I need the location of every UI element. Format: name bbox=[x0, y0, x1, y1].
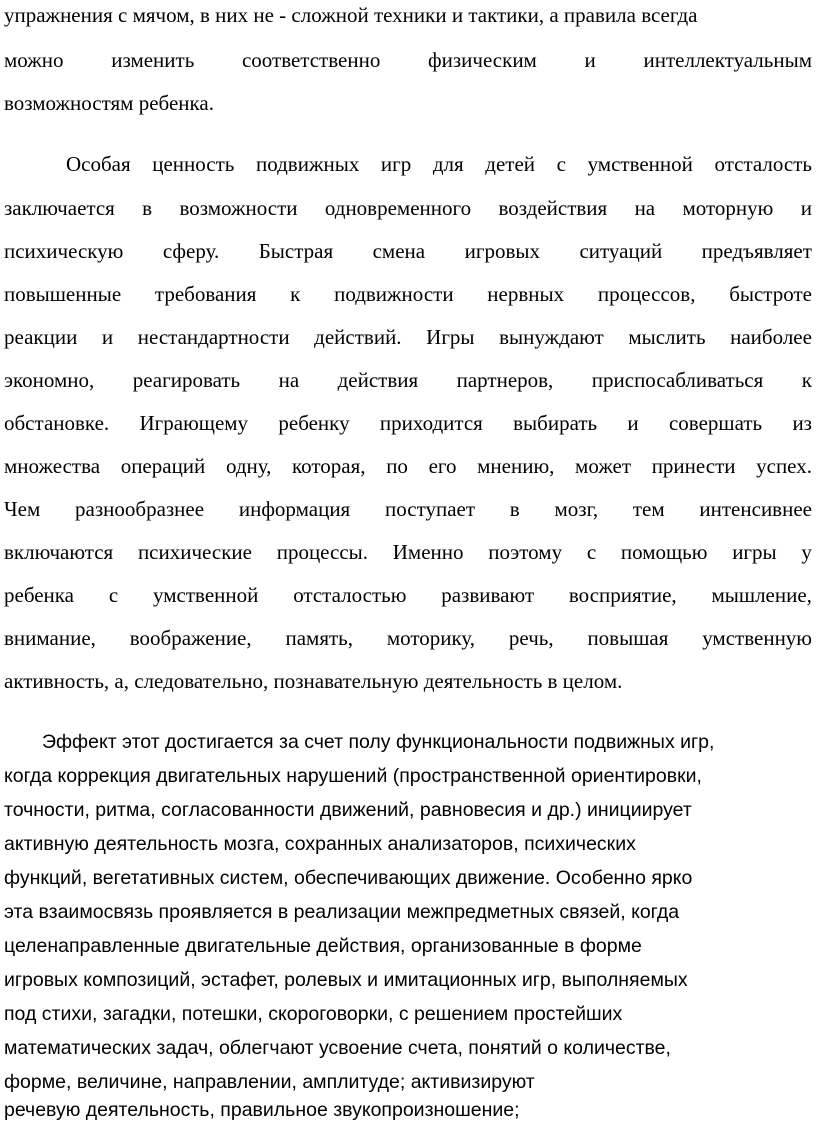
paragraph-1-line-2: можно изменить соответственно физическим и интеллектуальным bbox=[4, 48, 812, 72]
paragraph-3-line-10: математических задач, облегчают усвоение счета, понятий о количестве, bbox=[4, 1037, 671, 1059]
paragraph-3-line-9: под стихи, загадки, потешки, скороговорки, с решением простейших bbox=[4, 1003, 623, 1025]
paragraph-3-line-11: форме, величине, направлении, амплитуде; активизируют bbox=[4, 1071, 535, 1093]
paragraph-2-line-8: множества операций одну, которая, по его мнению, может принести успех. bbox=[4, 454, 812, 478]
paragraph-2-line-11: ребенка с умственной отсталостью развивают восприятие, мышление, bbox=[4, 583, 812, 607]
paragraph-3-line-8: игровых композиций, эстафет, ролевых и имитационных игр, выполняемых bbox=[4, 969, 688, 991]
paragraph-3-line-2: когда коррекция двигательных нарушений (пространственной ориентировки, bbox=[4, 765, 702, 787]
paragraph-2-line-2: заключается в возможности одновременного воздействия на моторную и bbox=[4, 196, 812, 220]
paragraph-2-line-10: включаются психические процессы. Именно поэтому с помощью игры у bbox=[4, 540, 812, 564]
paragraph-3-line-12: речевую деятельность, правильное звукопроизношение; bbox=[4, 1099, 520, 1121]
paragraph-2-line-9: Чем разнообразнее информация поступает в мозг, тем интенсивнее bbox=[4, 497, 812, 521]
paragraph-2-line-3: психическую сферу. Быстрая смена игровых ситуаций предъявляет bbox=[4, 239, 812, 263]
paragraph-2-line-7: обстановке. Играющему ребенку приходится выбирать и совершать из bbox=[4, 411, 812, 435]
paragraph-3-line-5: функций, вегетативных систем, обеспечивающих движение. Особенно ярко bbox=[4, 867, 693, 889]
paragraph-3-line-6: эта взаимосвязь проявляется в реализации межпредметных связей, когда bbox=[4, 901, 680, 923]
paragraph-2-line-5: реакции и нестандартности действий. Игры вынуждают мыслить наиболее bbox=[4, 325, 812, 349]
paragraph-3-line-3: точности, ритма, согласованности движений, равновесия и др.) инициирует bbox=[4, 799, 692, 821]
paragraph-3-line-7: целенаправленные двигательные действия, организованные в форме bbox=[4, 935, 642, 957]
paragraph-2-line-13: активность, а, следовательно, познавательную деятельность в целом. bbox=[4, 669, 623, 693]
paragraph-3-line-4: активную деятельность мозга, сохранных анализаторов, психических bbox=[4, 833, 636, 855]
paragraph-1-line-1: упражнения с мячом, в них не - сложной техники и тактики, а правила всегда bbox=[4, 3, 698, 27]
paragraph-2-line-12: внимание, воображение, память, моторику, речь, повышая умственную bbox=[4, 626, 812, 650]
paragraph-1-line-3: возможностям ребенка. bbox=[4, 91, 214, 115]
paragraph-2-line-6: экономно, реагировать на действия партнеров, приспосабливаться к bbox=[4, 368, 812, 392]
paragraph-2-line-4: повышенные требования к подвижности нервных процессов, быстроте bbox=[4, 282, 812, 306]
paragraph-2-line-1: Особая ценность подвижных игр для детей с умственной отсталость bbox=[66, 152, 812, 176]
paragraph-3-line-1: Эффект этот достигается за счет полу функциональности подвижных игр, bbox=[42, 731, 715, 753]
